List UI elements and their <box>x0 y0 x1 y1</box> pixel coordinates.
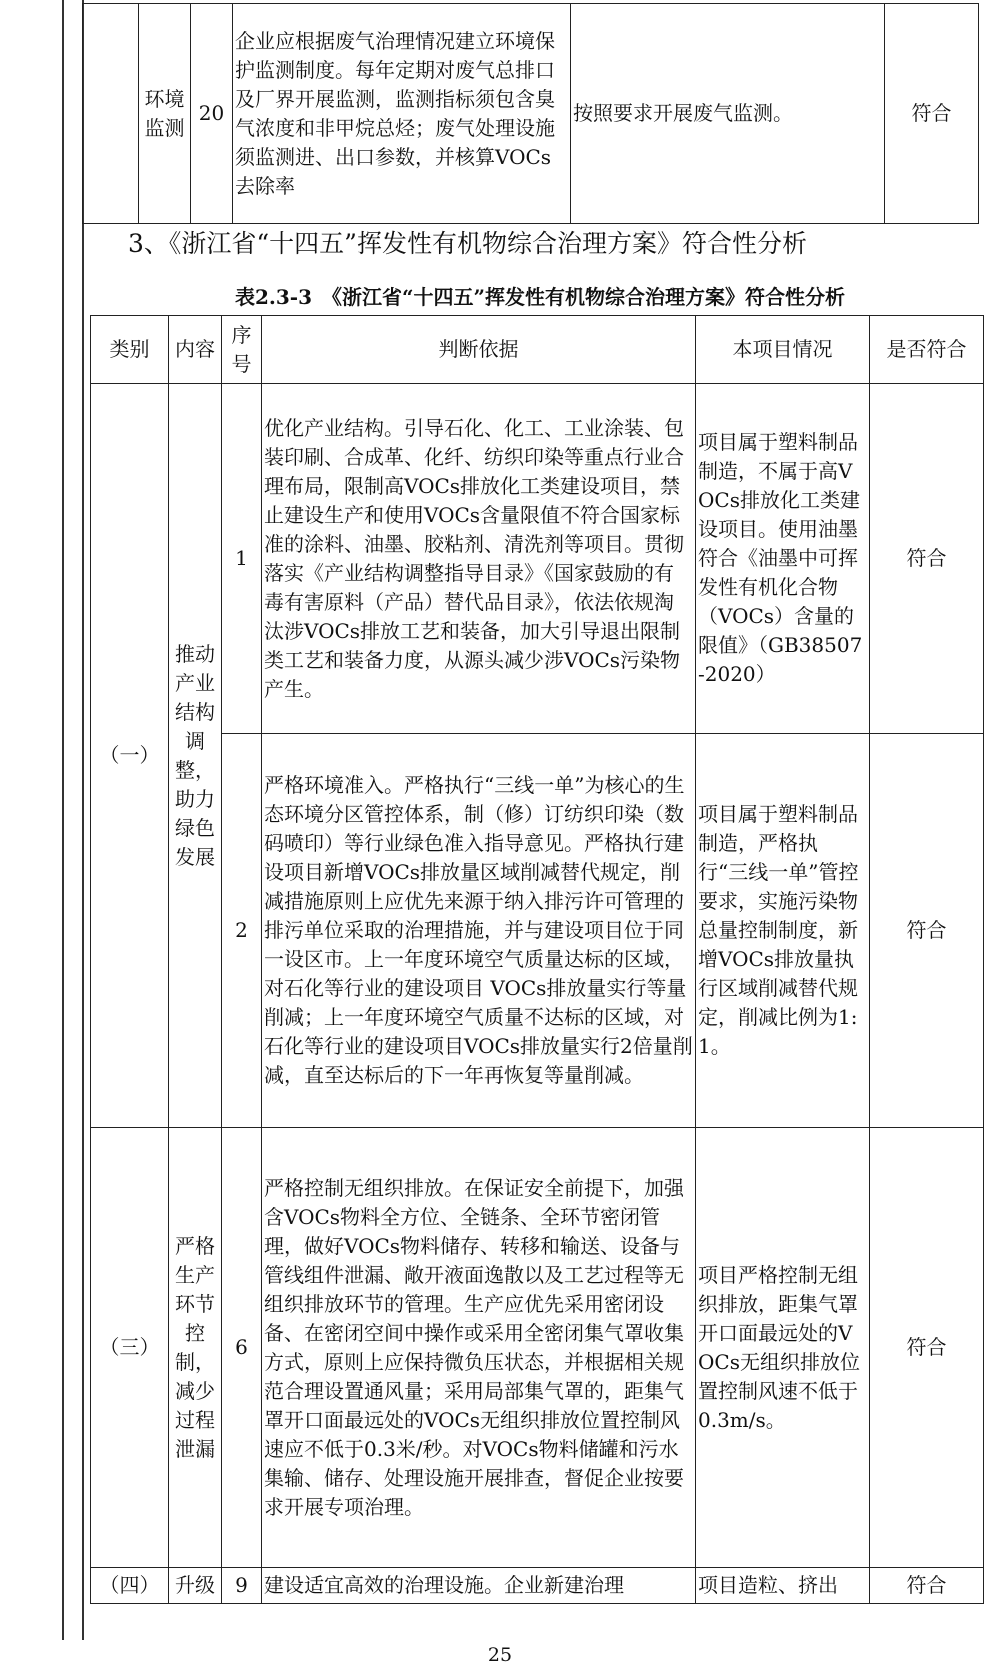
header-row <box>91 316 984 384</box>
header-basis: 判断依据 <box>262 316 696 384</box>
row-2-situation: 项目属于塑料制品制造，严格执行“三线一单”管控要求，实施污染物总量控制制度，新增VOCs排放量执行区域削减替代规定，削减比例为1:1。 <box>696 734 870 1128</box>
row-1-number: 1 <box>222 384 262 734</box>
row-2-conformity: 符合 <box>870 734 984 1128</box>
table-row <box>91 1568 984 1604</box>
left-frame-line-outer <box>62 0 64 1640</box>
table-row <box>91 384 984 734</box>
header-category: 类别 <box>91 316 169 384</box>
row-1-situation: 项目属于塑料制品制造，不属于高VOCs排放化工类建设项目。使用油墨符合《油墨中可挥发性有机化合物（VOCs）含量的限值》（GB38507-2020） <box>696 384 870 734</box>
compliance-table <box>90 315 984 1604</box>
row-9-basis: 建设适宜高效的治理设施。企业新建治理 <box>262 1568 696 1604</box>
top-basis: 企业应根据废气治理情况建立环境保护监测制度。每年定期对废气总排口及厂界开展监测，监测指标须包含臭气浓度和非甲烷总烃；废气处理设施须监测进、出口参数，并核算VOCs去除率 <box>233 4 571 224</box>
top-conformity: 符合 <box>885 4 979 224</box>
row-1-basis: 优化产业结构。引导石化、化工、工业涂装、包装印刷、合成革、化纤、纺织印染等重点行业合理布局，限制高VOCs排放化工类建设项目，禁止建设生产和使用VOCs含量限值不符合国家标准的涂料、油墨、胶粘剂、清洗剂等项目。贯彻落实《产业结构调整指导目录》《国家鼓励的有毒有害原料（产品）替代品目录》，依法依规淘汰涉VOCs排放工艺和装备，加大引导退出限制类工艺和装备力度，从源头减少涉VOCs污染物产生。 <box>262 384 696 734</box>
header-number: 序号 <box>222 316 262 384</box>
group-3-content: 严格生产环节控制，减少过程泄漏 <box>169 1128 222 1568</box>
left-frame-line-inner <box>82 0 84 1640</box>
top-table <box>82 3 979 224</box>
row-1-conformity: 符合 <box>870 384 984 734</box>
table-row <box>91 734 984 1128</box>
row-6-basis: 严格控制无组织排放。在保证安全前提下，加强含VOCs物料全方位、全链条、全环节密闭管理，做好VOCs物料储存、转移和输送、设备与管线组件泄漏、敞开液面逸散以及工艺过程等无组织排放环节的管理。生产应优先采用密闭设备、在密闭空间中操作或采用全密闭集气罩收集方式，原则上应保持微负压状态，并根据相关规范合理设置通风量；采用局部集气罩的，距集气罩开口面最远处的VOCs无组织排放位置控制风速应不低于0.3米/秒。对VOCs物料储罐和污水集输、储存、处理设施开展排查，督促企业按要求开展专项治理。 <box>262 1128 696 1568</box>
row-9-conformity: 符合 <box>870 1568 984 1604</box>
row-2-number: 2 <box>222 734 262 1128</box>
top-empty-cell <box>83 4 139 224</box>
header-conformity: 是否符合 <box>870 316 984 384</box>
group-3-category: （三） <box>91 1128 169 1568</box>
top-category: 环境监测 <box>139 4 191 224</box>
top-situation: 按照要求开展废气监测。 <box>571 4 885 224</box>
top-number: 20 <box>191 4 233 224</box>
page-number: 25 <box>487 1644 513 1666</box>
group-1-content: 推动产业结构调整，助力绿色发展 <box>169 384 222 1128</box>
row-9-situation: 项目造粒、挤出 <box>696 1568 870 1604</box>
group-4-category: （四） <box>91 1568 169 1604</box>
row-6-conformity: 符合 <box>870 1128 984 1568</box>
table-row <box>91 1128 984 1568</box>
row-6-situation: 项目严格控制无组织排放，距集气罩开口面最远处的VOCs无组织排放位置控制风速不低于0.3m/s。 <box>696 1128 870 1568</box>
row-2-basis: 严格环境准入。严格执行“三线一单”为核心的生态环境分区管控体系，制（修）订纺织印染（数码喷印）等行业绿色准入指导意见。严格执行建设项目新增VOCs排放量区域削减替代规定，削减措施原则上应优先来源于纳入排污许可管理的排污单位采取的治理措施，并与建设项目位于同一设区市。上一年度环境空气质量达标的区域，对石化等行业的建设项目 VOCs排放量实行等量削减；上一年度环境空气质量不达标的区域，对石化等行业的建设项目VOCs排放量实行2倍量削减，直至达标后的下一年再恢复等量削减。 <box>262 734 696 1128</box>
row-6-number: 6 <box>222 1128 262 1568</box>
header-content: 内容 <box>169 316 222 384</box>
group-1-category: （一） <box>91 384 169 1128</box>
group-4-content: 升级 <box>169 1568 222 1604</box>
header-situation: 本项目情况 <box>696 316 870 384</box>
section-heading: 3、《浙江省“十四五”挥发性有机物综合治理方案》符合性分析 <box>128 229 807 258</box>
row-9-number: 9 <box>222 1568 262 1604</box>
table-caption: 表2.3-3 《浙江省“十四五”挥发性有机物综合治理方案》符合性分析 <box>234 285 846 309</box>
